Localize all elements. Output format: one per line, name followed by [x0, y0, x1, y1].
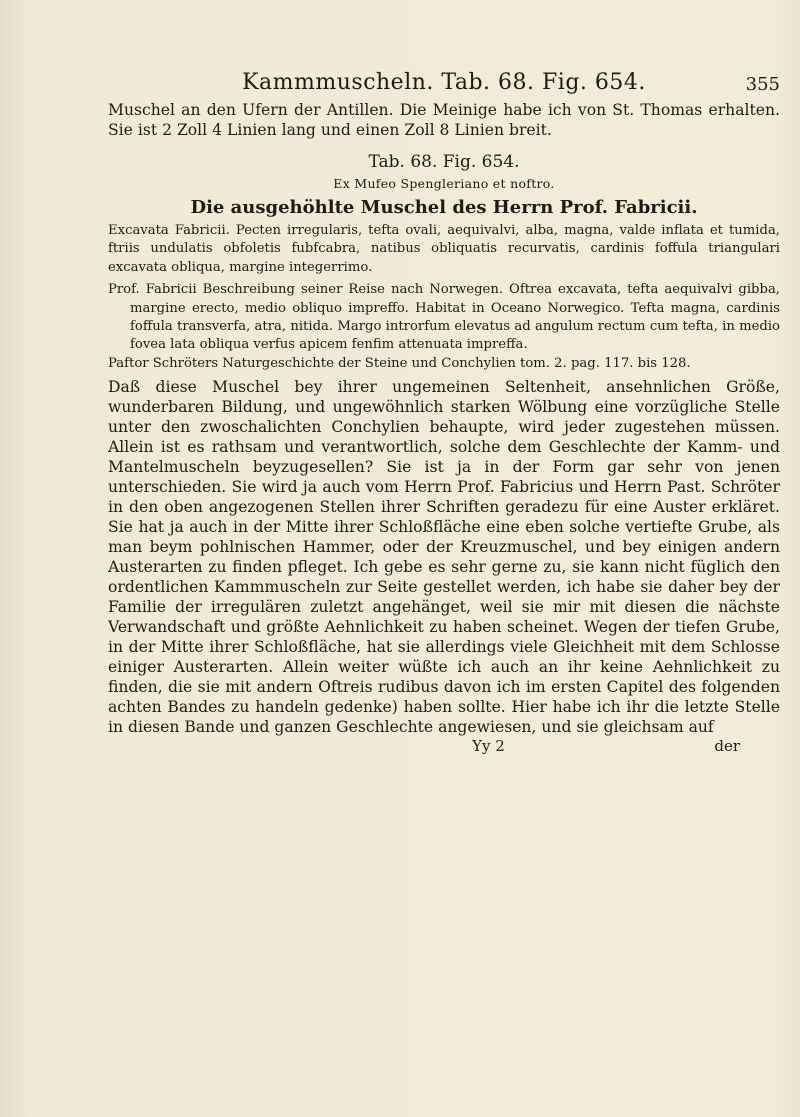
intro-paragraph: Muschel an den Ufern der Antillen. Die Meinige habe ich von St. Thomas erhalten. Sie ist 2 Zoll 4 Linien lang und einen Zoll 8 Linien breit.	[108, 101, 780, 139]
museum-source: Ex Mufeo Spengleriano et noftro.	[333, 176, 555, 191]
reference-fabricius: Prof. Fabricii Beschreibung seiner Reise nach Norwegen. Oftrea excavata, tefta aequivalvi gibba, margine erecto, medio obliquo impreffo. Habitat in Oceano Norwegico. Tefta magna, cardinis foffula transverfa, atra, nitida. Margo introrfum elevatus ad angulum rectum cum tefta, in medio fovea lata obliqua verfus apicem fenfim attenuata impreffa.	[108, 282, 780, 353]
footer-line	[108, 737, 780, 755]
page-number: 355	[745, 74, 780, 95]
species-title: Die ausgehöhlte Muschel des Herrn Prof. Fabricii.	[190, 197, 698, 218]
running-title: Kammmuscheln. Tab. 68. Fig. 654.	[242, 70, 646, 95]
latin-description: Excavata Fabricii. Pecten irregularis, tefta ovali, aequivalvi, alba, magna, valde inflata et tumida, ftriis undulatis obfoletis fubfcabra, natibus obliquatis recurvatis, cardinis foffula triangulari excavata obliqua, margine integerrimo.	[108, 223, 780, 275]
reference-schroeter: Paftor Schröters Naturgeschichte der Steine und Conchylien tom. 2. pag. 117. bis 128.	[108, 355, 691, 371]
signature-mark: Yy 2	[472, 737, 505, 756]
catchword: der	[714, 737, 740, 756]
body-paragraph: Daß diese Muschel bey ihrer ungemeinen Seltenheit, ansehnlichen Größe, wunderbaren Bildung, und ungewöhnlich starken Wölbung eine vorzügliche Stelle unter den zwoschalichten Conchylien behaupte, wird jeder zugestehen müssen. Allein ist es rathsam und verantwortlich, solche dem Geschlechte der Kamm- und Mantelmuscheln beyzugesellen? Sie ist ja in der Form gar sehr von jenen unterschieden. Sie wird ja auch vom Herrn Prof. Fabricius und Herrn Past. Schröter in den oben angezogenen Stellen ihrer Schriften geradezu für eine Auster erkläret. Sie hat ja auch in der Mitte ihrer Schloßfläche eine eben solche vertiefte Grube, als man beym pohlnischen Hammer, oder der Kreuzmuschel, und bey einigen andern Austerarten zu finden pfleget. Ich gebe es sehr gerne zu, sie kann nicht füglich den ordentlichen Kammmuscheln zur Seite gestellet werden, ich habe sie daher bey der Familie der irregulären zuletzt angehänget, weil sie mir mit diesen die nächste Verwandschaft und größte Aehnlichkeit zu haben scheinet. Wegen der tiefen Grube, in der Mitte ihrer Schloßfläche, hat sie allerdings viele Gleichheit mit dem Schlosse einiger Austerarten. Allein weiter wüßte ich auch an ihr keine Aehnlichkeit zu finden, die sie mit andern Oftreis rudibus davon ich im ersten Capitel des folgenden achten Bandes zu handeln gedenke) haben sollte. Hier habe ich ihr die letzte Stelle in diesen Bande und ganzen Geschlechte angewiesen, und sie gleichsam auf	[108, 378, 780, 737]
plate-label: Tab. 68. Fig. 654.	[368, 152, 520, 172]
running-head	[108, 70, 780, 100]
text-column	[108, 70, 780, 755]
